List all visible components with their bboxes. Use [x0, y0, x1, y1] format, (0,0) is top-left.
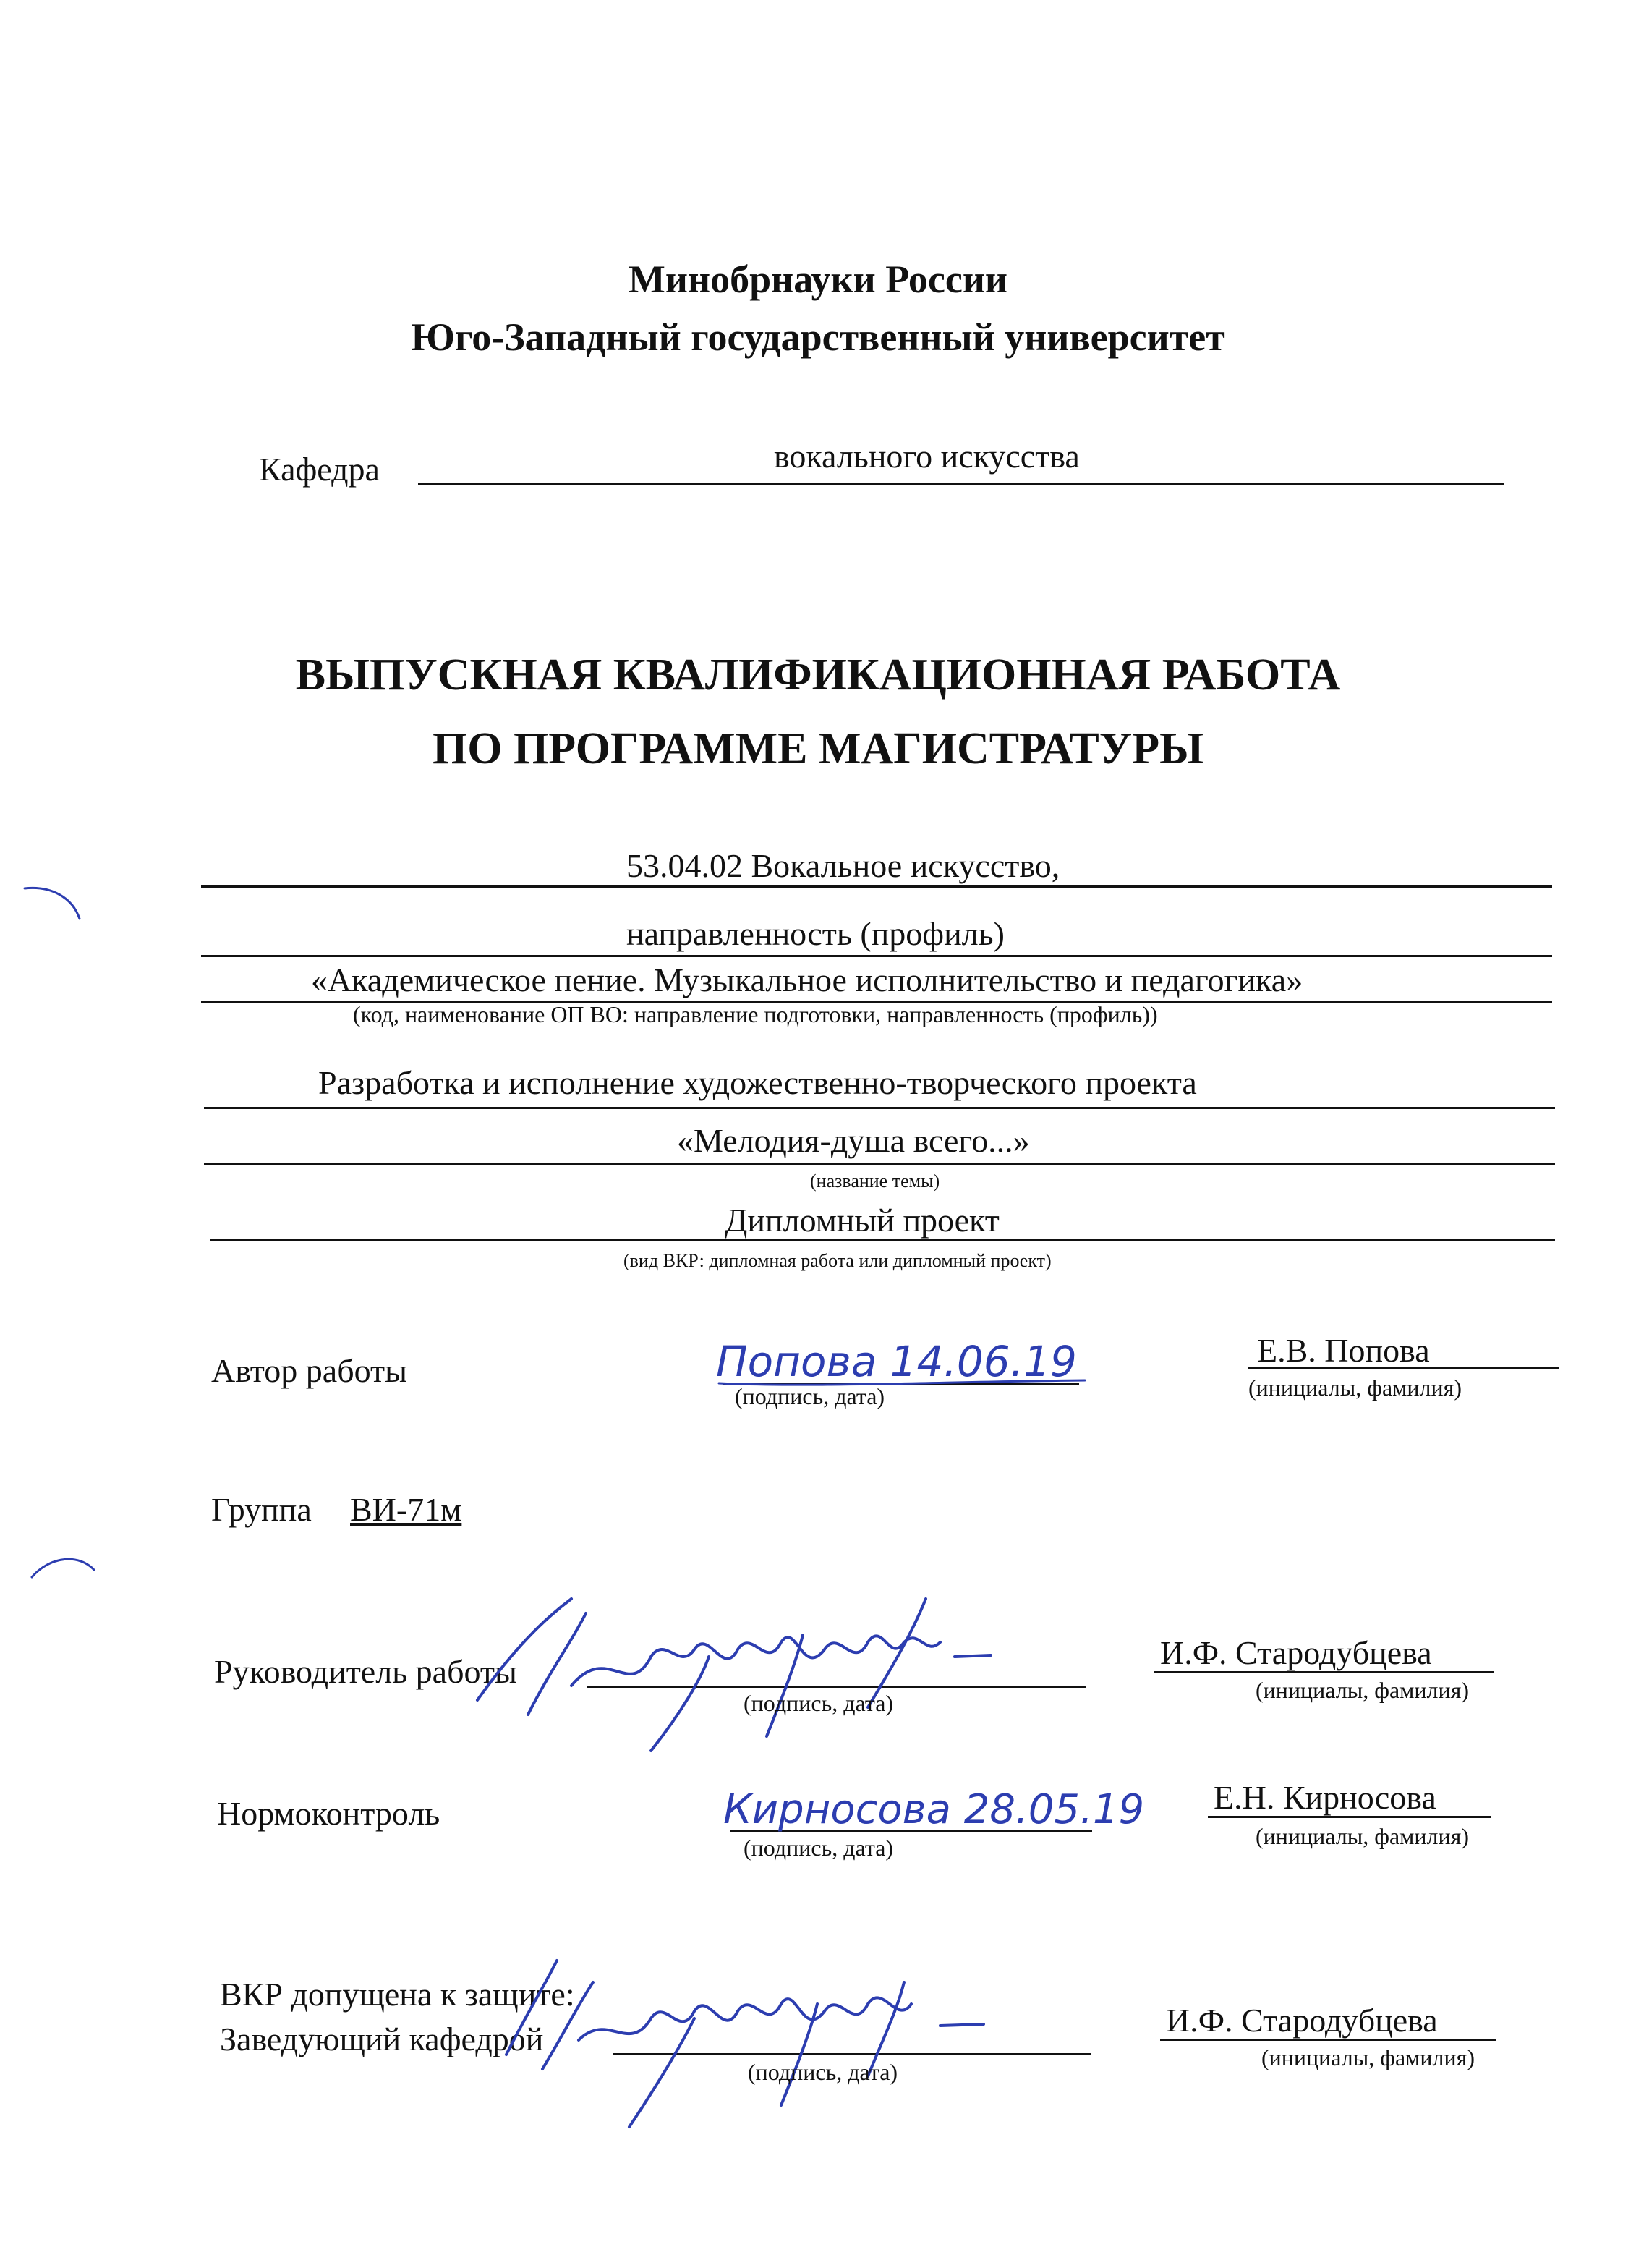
work-title-line1: ВЫПУСКНАЯ КВАЛИФИКАЦИОННАЯ РАБОТА	[295, 650, 1341, 700]
admission-signature	[463, 1932, 1013, 2149]
ministry-name: Минобрнауки России	[628, 258, 1008, 301]
topic-line1-underline	[204, 1107, 1555, 1109]
department-label: Кафедра	[259, 451, 380, 488]
norm-control-signature-caption: (подпись, дата)	[744, 1835, 894, 1861]
topic-line2: «Мелодия-душа всего...»	[677, 1122, 1030, 1159]
topic-line1: Разработка и исполнение художественно-творческого проекта	[318, 1064, 1197, 1101]
svg-text:Кирносова 28.05.19: Кирносова 28.05.19	[723, 1786, 1145, 1833]
topic-caption: (название темы)	[810, 1171, 940, 1192]
author-label: Автор работы	[211, 1352, 408, 1389]
scan-hole-mark	[29, 1548, 101, 1592]
program-focus-underline	[201, 955, 1552, 957]
group-value: ВИ-71м	[350, 1491, 462, 1528]
program-code-underline	[201, 885, 1552, 888]
work-type-value: Дипломный проект	[725, 1202, 1000, 1239]
author-name: Е.В. Попова	[1257, 1332, 1430, 1369]
svg-text:Попова 14.06.19: Попова 14.06.19	[716, 1337, 1077, 1386]
program-focus-label: направленность (профиль)	[626, 915, 1005, 952]
scan-hole-mark	[22, 883, 94, 926]
norm-control-label: Нормоконтроль	[217, 1795, 440, 1832]
department-value: вокального искусства	[774, 438, 1080, 475]
norm-control-name: Е.Н. Кирносова	[1214, 1779, 1436, 1816]
norm-control-name-underline	[1208, 1816, 1491, 1818]
supervisor-name-underline	[1154, 1671, 1494, 1673]
work-type-underline	[210, 1239, 1555, 1241]
author-name-caption: (инициалы, фамилия)	[1248, 1375, 1462, 1401]
norm-control-signature	[716, 1765, 1164, 1845]
supervisor-label: Руководитель работы	[214, 1653, 517, 1690]
admission-name: И.Ф. Стародубцева	[1166, 2002, 1438, 2039]
work-type-caption: (вид ВКР: дипломная работа или дипломный проект)	[623, 1250, 1052, 1271]
supervisor-name: И.Ф. Стародубцева	[1160, 1634, 1432, 1671]
supervisor-name-caption: (инициалы, фамилия)	[1256, 1677, 1470, 1703]
topic-line2-underline	[204, 1163, 1555, 1165]
author-signature-caption: (подпись, дата)	[735, 1383, 885, 1409]
department-underline	[418, 483, 1504, 485]
group-label: Группа	[211, 1491, 312, 1528]
program-caption: (код, наименование ОП ВО: направление подготовки, направленность (профиль))	[353, 1001, 1158, 1027]
supervisor-signature	[463, 1570, 1013, 1787]
admission-label-line2: Заведующий кафедрой	[220, 2021, 544, 2057]
norm-control-name-caption: (инициалы, фамилия)	[1256, 1823, 1470, 1849]
program-focus-value: «Академическое пение. Музыкальное исполнительство и педагогика»	[311, 961, 1303, 998]
admission-name-caption: (инициалы, фамилия)	[1261, 2044, 1475, 2070]
supervisor-signature-caption: (подпись, дата)	[744, 1690, 894, 1716]
university-name: Юго-Западный государственный университет	[411, 315, 1225, 359]
program-code: 53.04.02 Вокальное искусство,	[626, 847, 1060, 884]
author-name-underline	[1248, 1367, 1559, 1369]
work-title-line2: ПО ПРОГРАММЕ МАГИСТРАТУРЫ	[433, 724, 1203, 773]
admission-signature-caption: (подпись, дата)	[748, 2059, 898, 2085]
admission-name-underline	[1160, 2039, 1496, 2041]
admission-label-line1: ВКР допущена к защите:	[220, 1976, 575, 2013]
